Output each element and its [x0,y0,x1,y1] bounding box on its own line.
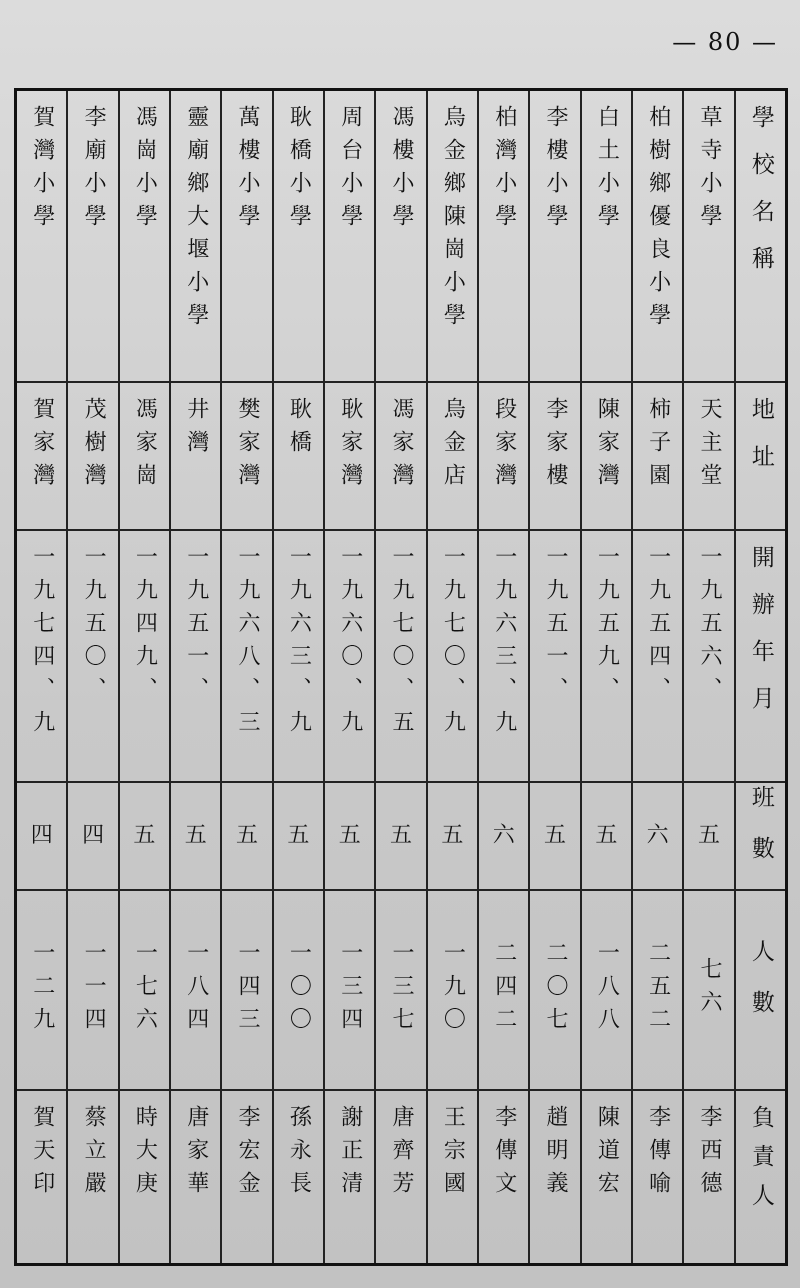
principal-name: 時大庚 [132,1105,158,1204]
school-address: 烏金店 [440,397,466,496]
class-count-cell [428,783,477,891]
class-count-cell [633,783,682,891]
class-count-cell [17,783,66,891]
school-address: 柿子園 [645,397,671,496]
class-count: 六 [492,823,515,848]
founded-date-cell [171,531,220,783]
principal-name-cell [530,1091,579,1263]
school-address: 李家樓 [543,397,569,496]
school-name: 馮崗小學 [132,105,158,237]
founded-date-cell [479,531,528,783]
founded-date-cell [17,531,66,783]
school-address: 井灣 [183,397,209,463]
header-principal: 負責人 [747,1105,774,1222]
school-name-cell [222,91,271,383]
principal-name: 趙明義 [543,1105,569,1204]
class-count: 四 [30,823,53,848]
table-row [631,91,682,1263]
school-address-cell [68,383,117,531]
principal-name: 李傳文 [491,1105,517,1204]
principal-name-cell [428,1091,477,1263]
school-name-cell [428,91,477,383]
class-count: 五 [595,823,618,848]
school-name-cell [530,91,579,383]
table-row [682,91,733,1263]
header-column [734,91,785,1263]
school-address-cell [222,383,271,531]
founded-date: 一九六三、九 [286,545,312,743]
founded-date: 一九五四、 [645,545,671,710]
table-row [66,91,117,1263]
header-students: 人數 [747,939,774,1041]
principal-name-cell [479,1091,528,1263]
principal-name: 李傳喻 [645,1105,671,1204]
school-name-cell [68,91,117,383]
school-name: 耿橋小學 [286,105,312,237]
school-name: 柏樹鄉優良小學 [645,105,671,336]
founded-date-cell [684,531,733,783]
student-count: 一四三 [235,940,261,1040]
table-row [374,91,425,1263]
founded-date: 一九六〇、九 [337,545,363,743]
school-address: 茂樹灣 [81,397,107,496]
header-cell-classes [736,783,785,891]
class-count: 五 [287,823,310,848]
table-row [323,91,374,1263]
student-count: 二五二 [645,940,671,1040]
student-count-cell [582,891,631,1091]
principal-name-cell [633,1091,682,1263]
founded-date-cell [222,531,271,783]
principal-name: 李西德 [697,1105,722,1204]
class-count-cell [582,783,631,891]
school-name-cell [274,91,323,383]
school-name-cell [376,91,425,383]
school-name: 草寺小學 [697,105,722,237]
class-count: 五 [236,823,259,848]
table-row [272,91,323,1263]
school-address: 馮家灣 [389,397,415,496]
class-count-cell [530,783,579,891]
class-count-cell [222,783,271,891]
school-address-cell [171,383,220,531]
table-row [17,91,66,1263]
class-count: 五 [133,823,156,848]
student-count: 一三四 [337,940,363,1040]
school-address: 段家灣 [491,397,517,496]
school-name: 李樓小學 [543,105,569,237]
header-address: 地址 [747,397,774,491]
table-row [169,91,220,1263]
school-address-cell [530,383,579,531]
class-count-cell [274,783,323,891]
school-name: 烏金鄉陳崗小學 [440,105,466,336]
table-row [220,91,271,1263]
student-count-cell [17,891,66,1091]
principal-name-cell [325,1091,374,1263]
principal-name-cell [222,1091,271,1263]
school-name-cell [633,91,682,383]
student-count-cell [325,891,374,1091]
founded-date: 一九五一、 [183,545,209,710]
school-table [14,88,788,1266]
founded-date-cell [120,531,169,783]
founded-date-cell [274,531,323,783]
principal-name: 謝正清 [337,1105,363,1204]
student-count: 二四二 [491,940,517,1040]
school-name: 柏灣小學 [491,105,517,237]
school-name: 白土小學 [594,105,620,237]
class-count-cell [68,783,117,891]
table-row [477,91,528,1263]
student-count-cell [222,891,271,1091]
student-count-cell [428,891,477,1091]
table-row [580,91,631,1263]
school-address: 馮家崗 [132,397,158,496]
principal-name-cell [171,1091,220,1263]
school-name-cell [684,91,733,383]
school-address-cell [428,383,477,531]
school-name-cell [325,91,374,383]
founded-date-cell [428,531,477,783]
header-cell-address [736,383,785,531]
principal-name-cell [120,1091,169,1263]
founded-date-cell [530,531,579,783]
student-count-cell [479,891,528,1091]
school-address-cell [479,383,528,531]
school-address: 賀家灣 [29,397,55,496]
school-address: 耿橋 [286,397,312,463]
header-cell-students [736,891,785,1091]
student-count: 二〇七 [543,940,569,1040]
class-count: 五 [184,823,207,848]
class-count-cell [479,783,528,891]
principal-name: 李宏金 [235,1105,261,1204]
principal-name: 唐家華 [183,1105,209,1204]
student-count: 一八八 [594,940,620,1040]
class-count: 五 [544,823,567,848]
school-name: 周台小學 [337,105,363,237]
principal-name: 賀天印 [29,1105,55,1204]
header-name: 學校名稱 [747,105,774,293]
founded-date-cell [68,531,117,783]
school-name: 馮樓小學 [389,105,415,237]
student-count: 一九〇 [440,940,466,1040]
school-address-cell [684,383,733,531]
principal-name-cell [17,1091,66,1263]
class-count-cell [171,783,220,891]
student-count-cell [530,891,579,1091]
founded-date: 一九六八、三 [235,545,261,743]
student-count-cell [274,891,323,1091]
table-row [528,91,579,1263]
school-address-cell [633,383,682,531]
class-count: 五 [441,823,464,848]
student-count: 七六 [697,957,722,1023]
school-name-cell [171,91,220,383]
school-address-cell [274,383,323,531]
principal-name-cell [582,1091,631,1263]
principal-name-cell [274,1091,323,1263]
school-name: 李廟小學 [81,105,107,237]
founded-date: 一九七四、九 [29,545,55,743]
founded-date: 一九五九、 [594,545,620,710]
principal-name-cell [684,1091,733,1263]
class-count-cell [376,783,425,891]
principal-name: 唐齊芳 [389,1105,415,1204]
school-name-cell [120,91,169,383]
principal-name: 蔡立嚴 [81,1105,107,1204]
table-row [426,91,477,1263]
student-count: 一〇〇 [286,940,312,1040]
principal-name-cell [376,1091,425,1263]
founded-date: 一九六三、九 [491,545,517,743]
student-count-cell [68,891,117,1091]
principal-name: 孫永長 [286,1105,312,1204]
school-name: 靈廟鄉大堰小學 [183,105,209,336]
founded-date: 一九五六、 [697,545,722,710]
student-count: 一二九 [29,940,55,1040]
header-classes: 班數 [747,785,774,887]
school-address: 樊家灣 [235,397,261,496]
header-cell-name [736,91,785,383]
student-count-cell [633,891,682,1091]
principal-name: 王宗國 [440,1105,466,1204]
school-address: 陳家灣 [594,397,620,496]
student-count: 一一四 [81,940,107,1040]
class-count: 四 [82,823,105,848]
founded-date: 一九四九、 [132,545,158,710]
school-address: 天主堂 [697,397,722,496]
class-count-cell [325,783,374,891]
table-row [118,91,169,1263]
school-name-cell [582,91,631,383]
principal-name-cell [68,1091,117,1263]
student-count: 一八四 [183,940,209,1040]
founded-date: 一九五一、 [543,545,569,710]
header-founded: 開辦年月 [747,545,774,733]
class-count: 五 [698,823,721,848]
student-count-cell [684,891,733,1091]
school-name-cell [479,91,528,383]
header-cell-founded [736,531,785,783]
school-name: 萬樓小學 [235,105,261,237]
student-count-cell [120,891,169,1091]
class-count: 五 [338,823,361,848]
school-address: 耿家灣 [337,397,363,496]
class-count-cell [684,783,733,891]
founded-date-cell [633,531,682,783]
page-number: — 80 — [672,28,778,56]
class-count-cell [120,783,169,891]
founded-date: 一九七〇、九 [440,545,466,743]
school-address-cell [17,383,66,531]
school-name-cell [17,91,66,383]
class-count: 六 [646,823,669,848]
founded-date-cell [582,531,631,783]
founded-date: 一九五〇、 [81,545,107,710]
class-count: 五 [390,823,413,848]
founded-date-cell [376,531,425,783]
school-address-cell [120,383,169,531]
school-address-cell [325,383,374,531]
school-address-cell [376,383,425,531]
school-address-cell [582,383,631,531]
student-count: 一七六 [132,940,158,1040]
student-count-cell [171,891,220,1091]
header-cell-principal [736,1091,785,1263]
principal-name: 陳道宏 [594,1105,620,1204]
founded-date-cell [325,531,374,783]
student-count: 一三七 [389,940,415,1040]
founded-date: 一九七〇、五 [389,545,415,743]
school-name: 賀灣小學 [29,105,55,237]
student-count-cell [376,891,425,1091]
